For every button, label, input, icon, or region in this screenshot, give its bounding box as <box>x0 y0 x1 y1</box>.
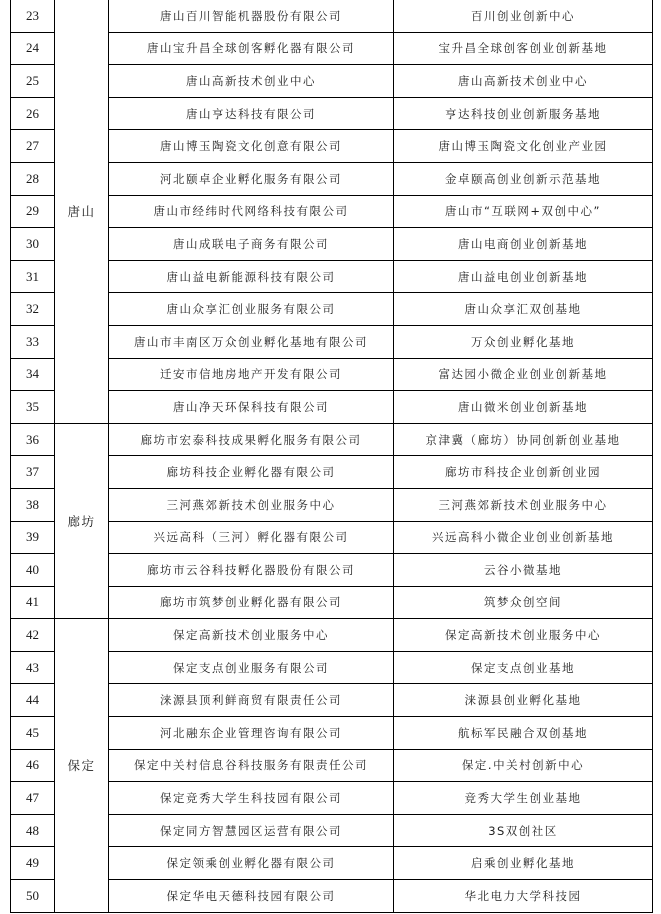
base-name: 万众创业孵化基地 <box>394 325 653 358</box>
company-name: 涞源县顶利鲜商贸有限责任公司 <box>109 684 394 717</box>
company-name: 唐山益电新能源科技有限公司 <box>109 260 394 293</box>
base-name: 保定高新技术创业服务中心 <box>394 619 653 652</box>
base-name: 云谷小微基地 <box>394 554 653 587</box>
base-name: 航标军民融合双创基地 <box>394 717 653 750</box>
row-number: 39 <box>11 521 55 554</box>
row-number: 42 <box>11 619 55 652</box>
company-name: 兴远高科（三河）孵化器有限公司 <box>109 521 394 554</box>
base-name: 启乘创业孵化基地 <box>394 847 653 880</box>
row-number: 29 <box>11 195 55 228</box>
company-name: 迁安市信地房地产开发有限公司 <box>109 358 394 391</box>
row-number: 48 <box>11 814 55 847</box>
base-name: 涞源县创业孵化基地 <box>394 684 653 717</box>
company-name: 保定华电天德科技园有限公司 <box>109 880 394 913</box>
row-number: 36 <box>11 423 55 456</box>
table-row <box>11 619 653 652</box>
table-body <box>11 0 653 912</box>
row-number: 24 <box>11 32 55 65</box>
company-name: 保定高新技术创业服务中心 <box>109 619 394 652</box>
company-name: 唐山百川智能机器股份有限公司 <box>109 0 394 32</box>
company-name: 保定支点创业服务有限公司 <box>109 651 394 684</box>
company-name: 保定中关村信息谷科技服务有限责任公司 <box>109 749 394 782</box>
row-number: 46 <box>11 749 55 782</box>
base-name: 百川创业创新中心 <box>394 0 653 32</box>
base-name: 3S双创社区 <box>394 814 653 847</box>
company-name: 三河燕郊新技术创业服务中心 <box>109 488 394 521</box>
base-name: 唐山微米创业创新基地 <box>394 391 653 424</box>
table-row <box>11 0 653 32</box>
company-name: 保定领乘创业孵化器有限公司 <box>109 847 394 880</box>
base-name: 保定支点创业基地 <box>394 651 653 684</box>
city-cell: 保定 <box>55 619 109 912</box>
row-number: 49 <box>11 847 55 880</box>
row-number: 32 <box>11 293 55 326</box>
company-name: 唐山净天环保科技有限公司 <box>109 391 394 424</box>
row-number: 23 <box>11 0 55 32</box>
row-number: 44 <box>11 684 55 717</box>
company-name: 廊坊科技企业孵化器有限公司 <box>109 456 394 489</box>
company-name: 河北融东企业管理咨询有限公司 <box>109 717 394 750</box>
city-cell: 廊坊 <box>55 423 109 619</box>
base-name: 华北电力大学科技园 <box>394 880 653 913</box>
base-name: 筑梦众创空间 <box>394 586 653 619</box>
company-name: 廊坊市云谷科技孵化器股份有限公司 <box>109 554 394 587</box>
row-number: 28 <box>11 162 55 195</box>
base-name: 富达园小微企业创业创新基地 <box>394 358 653 391</box>
table-row <box>11 423 653 456</box>
base-name: 三河燕郊新技术创业服务中心 <box>394 488 653 521</box>
row-number: 38 <box>11 488 55 521</box>
company-name: 唐山众享汇创业服务有限公司 <box>109 293 394 326</box>
row-number: 25 <box>11 65 55 98</box>
base-name: 唐山高新技术创业中心 <box>394 65 653 98</box>
base-name: 京津冀（廊坊）协同创新创业基地 <box>394 423 653 456</box>
base-name: 唐山益电创业创新基地 <box>394 260 653 293</box>
row-number: 47 <box>11 782 55 815</box>
company-name: 唐山博玉陶瓷文化创意有限公司 <box>109 130 394 163</box>
row-number: 27 <box>11 130 55 163</box>
row-number: 33 <box>11 325 55 358</box>
company-name: 唐山亨达科技有限公司 <box>109 97 394 130</box>
row-number: 30 <box>11 228 55 261</box>
row-number: 31 <box>11 260 55 293</box>
base-name: 唐山电商创业创新基地 <box>394 228 653 261</box>
company-name: 保定竞秀大学生科技园有限公司 <box>109 782 394 815</box>
row-number: 34 <box>11 358 55 391</box>
city-cell: 唐山 <box>55 0 109 423</box>
row-number: 41 <box>11 586 55 619</box>
row-number: 45 <box>11 717 55 750</box>
base-name: 廊坊市科技企业创新创业园 <box>394 456 653 489</box>
row-number: 50 <box>11 880 55 913</box>
company-name: 廊坊市筑梦创业孵化器有限公司 <box>109 586 394 619</box>
company-name: 唐山市丰南区万众创业孵化基地有限公司 <box>109 325 394 358</box>
company-name: 保定同方智慧园区运营有限公司 <box>109 814 394 847</box>
base-name: 保定.中关村创新中心 <box>394 749 653 782</box>
row-number: 35 <box>11 391 55 424</box>
base-name: 竞秀大学生创业基地 <box>394 782 653 815</box>
base-name: 金卓颐高创业创新示范基地 <box>394 162 653 195</box>
row-number: 40 <box>11 554 55 587</box>
base-name: 唐山市“互联网+双创中心” <box>394 195 653 228</box>
company-name: 唐山市经纬时代网络科技有限公司 <box>109 195 394 228</box>
incubator-list-table <box>10 0 653 913</box>
company-name: 唐山高新技术创业中心 <box>109 65 394 98</box>
base-name: 兴远高科小微企业创业创新基地 <box>394 521 653 554</box>
base-name: 唐山博玉陶瓷文化创业产业园 <box>394 130 653 163</box>
row-number: 26 <box>11 97 55 130</box>
base-name: 亨达科技创业创新服务基地 <box>394 97 653 130</box>
row-number: 43 <box>11 651 55 684</box>
row-number: 37 <box>11 456 55 489</box>
company-name: 廊坊市宏泰科技成果孵化服务有限公司 <box>109 423 394 456</box>
base-name: 宝升昌全球创客创业创新基地 <box>394 32 653 65</box>
company-name: 唐山宝升昌全球创客孵化器有限公司 <box>109 32 394 65</box>
base-name: 唐山众享汇双创基地 <box>394 293 653 326</box>
company-name: 唐山成联电子商务有限公司 <box>109 228 394 261</box>
company-name: 河北颐卓企业孵化服务有限公司 <box>109 162 394 195</box>
